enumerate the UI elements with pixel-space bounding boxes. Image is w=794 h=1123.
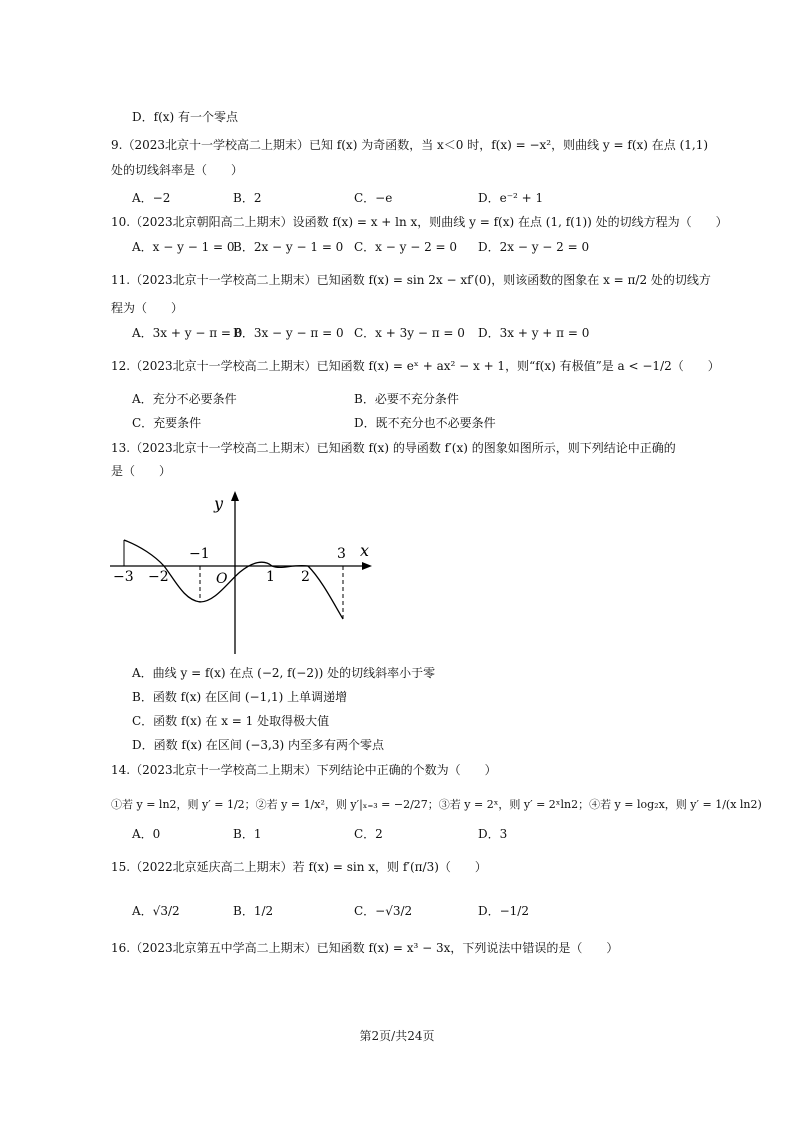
q11-stem-line2: 程为（ ）: [111, 301, 184, 315]
q12-option-b: B．必要不充分条件: [354, 392, 459, 406]
tick-label-1: 1: [266, 569, 275, 585]
q12-stem: 12.（2023北京十一学校高二上期末）已知函数 f(x) = eˣ + ax² − x + 1，则“f(x) 有极值”是 a < −1/2（ ）: [111, 359, 720, 373]
x-axis-arrow-icon: [362, 562, 372, 570]
q14-option-b: B．1: [233, 827, 262, 841]
q10-option-d: D．2x − y − 2 = 0: [478, 240, 590, 254]
page-footer: 第2页/共24页: [359, 1029, 435, 1043]
q12-option-a: A．充分不必要条件: [132, 392, 237, 406]
q14-statements: ①若 y = ln2，则 y′ = 1/2；②若 y = 1/x²，则 y′|ₓ₌₃ = −2/27；③若 y = 2ˣ，则 y′ = 2ˣln2；④若 y = log₂x，则 y′ = 1/(x ln2): [111, 798, 762, 811]
x-axis-label: x: [360, 541, 370, 560]
q13-option-c: C．函数 f(x) 在 x = 1 处取得极大值: [132, 714, 330, 728]
tick-label-2: 2: [301, 569, 310, 585]
y-axis-arrow-icon: [231, 491, 239, 501]
q9-stem-line2: 处的切线斜率是（ ）: [111, 163, 244, 177]
q8-option-d: D．f(x) 有一个零点: [132, 110, 239, 124]
q15-option-a: A．√3/2: [132, 904, 180, 918]
q15-option-b: B．1/2: [233, 904, 274, 918]
q11-option-d: D．3x + y + π = 0: [478, 326, 590, 340]
q9-option-c: C．−e: [354, 191, 393, 205]
q13-option-b: B．函数 f(x) 在区间 (−1,1) 上单调递增: [132, 690, 348, 704]
q11-option-a: A．3x + y − π = 0: [132, 326, 243, 340]
tick-label-neg3: −3: [113, 569, 134, 585]
q11-option-c: C．x + 3y − π = 0: [354, 326, 465, 340]
q11-stem-line1: 11.（2023北京十一学校高二上期末）已知函数 f(x) = sin 2x − xf′(0)，则该函数的图象在 x = π/2 处的切线方: [111, 273, 711, 287]
q15-stem: 15.（2022北京延庆高二上期末）若 f(x) = sin x，则 f′(π/3)（ ）: [111, 860, 487, 874]
tick-label-neg2: −2: [148, 569, 169, 585]
q14-option-c: C．2: [354, 827, 383, 841]
q10-option-a: A．x − y − 1 = 0: [132, 240, 235, 254]
q10-option-c: C．x − y − 2 = 0: [354, 240, 458, 254]
q12-option-d: D．既不充分也不必要条件: [354, 416, 496, 430]
q15-option-c: C．−√3/2: [354, 904, 413, 918]
q9-stem-line1: 9.（2023北京十一学校高二上期末）已知 f(x) 为奇函数，当 x＜0 时，f(x) = −x²，则曲线 y = f(x) 在点 (1,1): [111, 138, 709, 152]
q9-option-a: A．−2: [132, 191, 171, 205]
derivative-graph: [100, 486, 390, 658]
y-axis-label: y: [214, 494, 224, 513]
q13-option-d: D．函数 f(x) 在区间 (−3,3) 内至多有两个零点: [132, 738, 384, 752]
tick-label-3: 3: [337, 546, 346, 562]
q13-stem-line2: 是（ ）: [111, 464, 172, 478]
q12-option-c: C．充要条件: [132, 416, 202, 430]
origin-label: O: [216, 571, 228, 587]
q10-option-b: B．2x − y − 1 = 0: [233, 240, 344, 254]
q14-stem: 14.（2023北京十一学校高二上期末）下列结论中正确的个数为（ ）: [111, 763, 497, 777]
q15-option-d: D．−1/2: [478, 904, 529, 918]
q14-option-a: A．0: [132, 827, 161, 841]
q14-option-d: D．3: [478, 827, 508, 841]
q13-option-a: A．曲线 y = f(x) 在点 (−2, f(−2)) 处的切线斜率小于零: [132, 666, 436, 680]
q9-option-d: D．e⁻² + 1: [478, 191, 544, 205]
q10-stem: 10.（2023北京朝阳高二上期末）设函数 f(x) = x + ln x，则曲线 y = f(x) 在点 (1, f(1)) 处的切线方程为（ ）: [111, 215, 728, 229]
q9-option-b: B．2: [233, 191, 262, 205]
q11-option-b: B．3x − y − π = 0: [233, 326, 344, 340]
q16-stem: 16.（2023北京第五中学高二上期末）已知函数 f(x) = x³ − 3x，下列说法中错误的是（ ）: [111, 941, 619, 955]
tick-label-neg1: −1: [189, 546, 210, 562]
q13-stem-line1: 13.（2023北京十一学校高二上期末）已知函数 f(x) 的导函数 f′(x) 的图象如图所示，则下列结论中正确的: [111, 441, 676, 455]
